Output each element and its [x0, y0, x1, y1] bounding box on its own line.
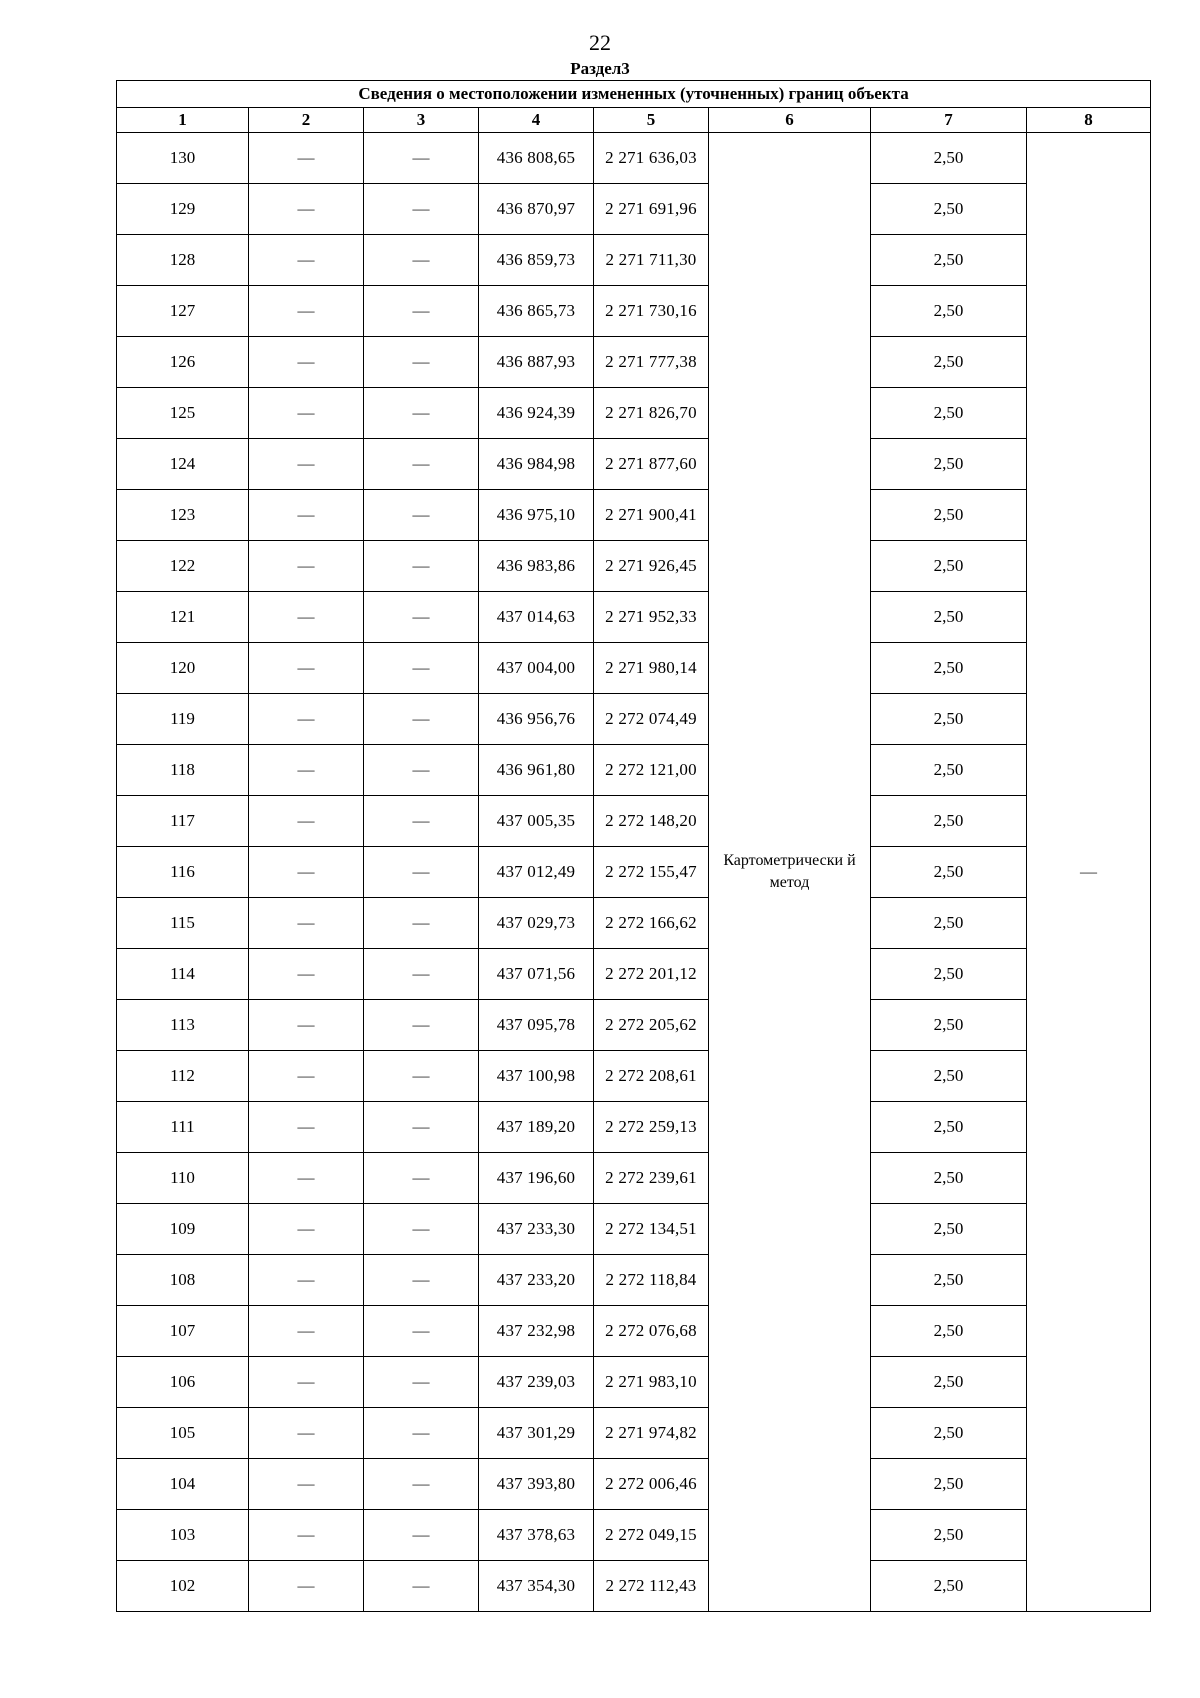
precision-cell: 2,50 — [871, 1153, 1027, 1204]
precision-cell: 2,50 — [871, 1357, 1027, 1408]
y-coordinate-cell: 2 272 112,43 — [594, 1561, 709, 1612]
column-3-cell: — — [364, 1000, 479, 1051]
point-number-cell: 130 — [117, 133, 249, 184]
x-coordinate-cell: 437 100,98 — [479, 1051, 594, 1102]
x-coordinate-cell: 436 983,86 — [479, 541, 594, 592]
precision-cell: 2,50 — [871, 490, 1027, 541]
y-coordinate-cell: 2 271 636,03 — [594, 133, 709, 184]
point-number-cell: 107 — [117, 1306, 249, 1357]
y-coordinate-cell: 2 272 074,49 — [594, 694, 709, 745]
x-coordinate-cell: 437 232,98 — [479, 1306, 594, 1357]
x-coordinate-cell: 436 984,98 — [479, 439, 594, 490]
point-number-cell: 118 — [117, 745, 249, 796]
y-coordinate-cell: 2 271 926,45 — [594, 541, 709, 592]
column-header: 6 — [709, 108, 871, 133]
y-coordinate-cell: 2 271 974,82 — [594, 1408, 709, 1459]
column-2-cell: — — [249, 1561, 364, 1612]
column-2-cell: — — [249, 388, 364, 439]
precision-cell: 2,50 — [871, 439, 1027, 490]
column-8-cell: — — [1027, 133, 1151, 1612]
point-number-cell: 125 — [117, 388, 249, 439]
precision-cell: 2,50 — [871, 1204, 1027, 1255]
column-2-cell: — — [249, 490, 364, 541]
point-number-cell: 115 — [117, 898, 249, 949]
column-2-cell: — — [249, 235, 364, 286]
y-coordinate-cell: 2 272 259,13 — [594, 1102, 709, 1153]
table-row — [117, 1357, 1151, 1408]
point-number-cell: 119 — [117, 694, 249, 745]
precision-cell: 2,50 — [871, 796, 1027, 847]
column-2-cell: — — [249, 1510, 364, 1561]
y-coordinate-cell: 2 272 049,15 — [594, 1510, 709, 1561]
y-coordinate-cell: 2 272 006,46 — [594, 1459, 709, 1510]
column-2-cell: — — [249, 1306, 364, 1357]
point-number-cell: 103 — [117, 1510, 249, 1561]
column-2-cell: — — [249, 1357, 364, 1408]
point-number-cell: 106 — [117, 1357, 249, 1408]
table-row — [117, 694, 1151, 745]
x-coordinate-cell: 437 239,03 — [479, 1357, 594, 1408]
y-coordinate-cell: 2 271 952,33 — [594, 592, 709, 643]
table-row — [117, 796, 1151, 847]
x-coordinate-cell: 437 196,60 — [479, 1153, 594, 1204]
column-header: 3 — [364, 108, 479, 133]
column-2-cell: — — [249, 1153, 364, 1204]
column-3-cell: — — [364, 796, 479, 847]
table-row — [117, 643, 1151, 694]
column-2-cell: — — [249, 1051, 364, 1102]
y-coordinate-cell: 2 272 076,68 — [594, 1306, 709, 1357]
page-number: 22 — [589, 30, 611, 55]
precision-cell: 2,50 — [871, 286, 1027, 337]
column-2-cell: — — [249, 694, 364, 745]
precision-cell: 2,50 — [871, 847, 1027, 898]
precision-cell: 2,50 — [871, 1408, 1027, 1459]
column-2-cell: — — [249, 898, 364, 949]
precision-cell: 2,50 — [871, 1306, 1027, 1357]
x-coordinate-cell: 436 865,73 — [479, 286, 594, 337]
table-row — [117, 1255, 1151, 1306]
method-cell: Картометрически й метод — [709, 133, 871, 1612]
precision-cell: 2,50 — [871, 898, 1027, 949]
column-3-cell: — — [364, 643, 479, 694]
column-3-cell: — — [364, 1204, 479, 1255]
precision-cell: 2,50 — [871, 643, 1027, 694]
y-coordinate-cell: 2 272 201,12 — [594, 949, 709, 1000]
table-row — [117, 745, 1151, 796]
precision-cell: 2,50 — [871, 1459, 1027, 1510]
table-row — [117, 1306, 1151, 1357]
column-header: 1 — [117, 108, 249, 133]
point-number-cell: 113 — [117, 1000, 249, 1051]
table-row — [117, 1408, 1151, 1459]
x-coordinate-cell: 437 393,80 — [479, 1459, 594, 1510]
y-coordinate-cell: 2 272 166,62 — [594, 898, 709, 949]
column-2-cell: — — [249, 286, 364, 337]
precision-cell: 2,50 — [871, 388, 1027, 439]
y-coordinate-cell: 2 272 155,47 — [594, 847, 709, 898]
table-row — [117, 592, 1151, 643]
point-number-cell: 128 — [117, 235, 249, 286]
y-coordinate-cell: 2 271 777,38 — [594, 337, 709, 388]
table-row — [117, 1510, 1151, 1561]
column-header: 2 — [249, 108, 364, 133]
y-coordinate-cell: 2 272 118,84 — [594, 1255, 709, 1306]
y-coordinate-cell: 2 271 826,70 — [594, 388, 709, 439]
point-number-cell: 121 — [117, 592, 249, 643]
column-3-cell: — — [364, 1153, 479, 1204]
column-3-cell: — — [364, 1459, 479, 1510]
point-number-cell: 129 — [117, 184, 249, 235]
y-coordinate-cell: 2 271 711,30 — [594, 235, 709, 286]
column-3-cell: — — [364, 133, 479, 184]
column-3-cell: — — [364, 1510, 479, 1561]
column-2-cell: — — [249, 1255, 364, 1306]
point-number-cell: 105 — [117, 1408, 249, 1459]
column-2-cell: — — [249, 745, 364, 796]
column-2-cell: — — [249, 1000, 364, 1051]
column-header: 5 — [594, 108, 709, 133]
precision-cell: 2,50 — [871, 541, 1027, 592]
y-coordinate-cell: 2 271 980,14 — [594, 643, 709, 694]
precision-cell: 2,50 — [871, 337, 1027, 388]
table-row — [117, 184, 1151, 235]
column-3-cell: — — [364, 439, 479, 490]
column-3-cell: — — [364, 1051, 479, 1102]
y-coordinate-cell: 2 272 208,61 — [594, 1051, 709, 1102]
y-coordinate-cell: 2 272 239,61 — [594, 1153, 709, 1204]
column-3-cell: — — [364, 1561, 479, 1612]
x-coordinate-cell: 437 004,00 — [479, 643, 594, 694]
column-2-cell: — — [249, 337, 364, 388]
column-3-cell: — — [364, 541, 479, 592]
point-number-cell: 116 — [117, 847, 249, 898]
table-row — [117, 1561, 1151, 1612]
table-row — [117, 898, 1151, 949]
column-2-cell: — — [249, 184, 364, 235]
column-2-cell: — — [249, 541, 364, 592]
x-coordinate-cell: 436 870,97 — [479, 184, 594, 235]
point-number-cell: 124 — [117, 439, 249, 490]
column-3-cell: — — [364, 184, 479, 235]
column-2-cell: — — [249, 1204, 364, 1255]
table-row — [117, 286, 1151, 337]
precision-cell: 2,50 — [871, 1102, 1027, 1153]
x-coordinate-cell: 437 233,30 — [479, 1204, 594, 1255]
y-coordinate-cell: 2 271 983,10 — [594, 1357, 709, 1408]
column-3-cell: — — [364, 949, 479, 1000]
column-2-cell: — — [249, 439, 364, 490]
column-3-cell: — — [364, 1357, 479, 1408]
column-header: 8 — [1027, 108, 1151, 133]
table-body — [117, 133, 1151, 1612]
y-coordinate-cell: 2 271 877,60 — [594, 439, 709, 490]
precision-cell: 2,50 — [871, 1000, 1027, 1051]
x-coordinate-cell: 437 095,78 — [479, 1000, 594, 1051]
column-2-cell: — — [249, 643, 364, 694]
y-coordinate-cell: 2 272 205,62 — [594, 1000, 709, 1051]
column-2-cell: — — [249, 949, 364, 1000]
x-coordinate-cell: 437 301,29 — [479, 1408, 594, 1459]
table-row — [117, 337, 1151, 388]
column-header: 7 — [871, 108, 1027, 133]
point-number-cell: 104 — [117, 1459, 249, 1510]
x-coordinate-cell: 437 189,20 — [479, 1102, 594, 1153]
x-coordinate-cell: 437 378,63 — [479, 1510, 594, 1561]
column-2-cell: — — [249, 1459, 364, 1510]
x-coordinate-cell: 437 012,49 — [479, 847, 594, 898]
x-coordinate-cell: 437 014,63 — [479, 592, 594, 643]
table-row — [117, 439, 1151, 490]
y-coordinate-cell: 2 272 134,51 — [594, 1204, 709, 1255]
column-3-cell: — — [364, 1102, 479, 1153]
table-row — [117, 133, 1151, 184]
precision-cell: 2,50 — [871, 949, 1027, 1000]
table-row — [117, 1204, 1151, 1255]
precision-cell: 2,50 — [871, 184, 1027, 235]
point-number-cell: 122 — [117, 541, 249, 592]
table-row — [117, 1051, 1151, 1102]
column-3-cell: — — [364, 1408, 479, 1459]
x-coordinate-cell: 437 233,20 — [479, 1255, 594, 1306]
y-coordinate-cell: 2 271 900,41 — [594, 490, 709, 541]
table-row — [117, 1459, 1151, 1510]
x-coordinate-cell: 437 029,73 — [479, 898, 594, 949]
column-3-cell: — — [364, 1255, 479, 1306]
column-3-cell: — — [364, 592, 479, 643]
table-row — [117, 949, 1151, 1000]
table-row — [117, 1000, 1151, 1051]
column-3-cell: — — [364, 286, 479, 337]
point-number-cell: 102 — [117, 1561, 249, 1612]
x-coordinate-cell: 436 859,73 — [479, 235, 594, 286]
precision-cell: 2,50 — [871, 1255, 1027, 1306]
column-3-cell: — — [364, 745, 479, 796]
point-number-cell: 114 — [117, 949, 249, 1000]
column-2-cell: — — [249, 133, 364, 184]
column-2-cell: — — [249, 1102, 364, 1153]
point-number-cell: 110 — [117, 1153, 249, 1204]
column-3-cell: — — [364, 490, 479, 541]
point-number-cell: 111 — [117, 1102, 249, 1153]
precision-cell: 2,50 — [871, 745, 1027, 796]
precision-cell: 2,50 — [871, 1561, 1027, 1612]
column-2-cell: — — [249, 1408, 364, 1459]
column-2-cell: — — [249, 847, 364, 898]
y-coordinate-cell: 2 271 691,96 — [594, 184, 709, 235]
table-row — [117, 388, 1151, 439]
table-row — [117, 235, 1151, 286]
point-number-cell: 123 — [117, 490, 249, 541]
column-3-cell: — — [364, 388, 479, 439]
point-number-cell: 108 — [117, 1255, 249, 1306]
column-2-cell: — — [249, 796, 364, 847]
point-number-cell: 120 — [117, 643, 249, 694]
column-3-cell: — — [364, 847, 479, 898]
section-title: Раздел3 — [570, 59, 630, 78]
precision-cell: 2,50 — [871, 592, 1027, 643]
point-number-cell: 109 — [117, 1204, 249, 1255]
x-coordinate-cell: 437 354,30 — [479, 1561, 594, 1612]
x-coordinate-cell: 437 071,56 — [479, 949, 594, 1000]
precision-cell: 2,50 — [871, 1051, 1027, 1102]
point-number-cell: 127 — [117, 286, 249, 337]
table-caption: Сведения о местоположении измененных (уточненных) границ объекта — [117, 81, 1151, 108]
column-2-cell: — — [249, 592, 364, 643]
x-coordinate-cell: 436 924,39 — [479, 388, 594, 439]
y-coordinate-cell: 2 272 121,00 — [594, 745, 709, 796]
point-number-cell: 112 — [117, 1051, 249, 1102]
x-coordinate-cell: 436 808,65 — [479, 133, 594, 184]
column-3-cell: — — [364, 235, 479, 286]
x-coordinate-cell: 437 005,35 — [479, 796, 594, 847]
precision-cell: 2,50 — [871, 133, 1027, 184]
column-header: 4 — [479, 108, 594, 133]
x-coordinate-cell: 436 887,93 — [479, 337, 594, 388]
point-number-cell: 126 — [117, 337, 249, 388]
table-row — [117, 1102, 1151, 1153]
y-coordinate-cell: 2 271 730,16 — [594, 286, 709, 337]
precision-cell: 2,50 — [871, 1510, 1027, 1561]
x-coordinate-cell: 436 975,10 — [479, 490, 594, 541]
x-coordinate-cell: 436 961,80 — [479, 745, 594, 796]
table-row — [117, 847, 1151, 898]
column-3-cell: — — [364, 898, 479, 949]
precision-cell: 2,50 — [871, 694, 1027, 745]
table-row — [117, 490, 1151, 541]
y-coordinate-cell: 2 272 148,20 — [594, 796, 709, 847]
precision-cell: 2,50 — [871, 235, 1027, 286]
table-row — [117, 1153, 1151, 1204]
table-row — [117, 541, 1151, 592]
column-3-cell: — — [364, 1306, 479, 1357]
x-coordinate-cell: 436 956,76 — [479, 694, 594, 745]
boundary-coordinates-table — [116, 80, 1151, 1612]
point-number-cell: 117 — [117, 796, 249, 847]
column-3-cell: — — [364, 337, 479, 388]
column-3-cell: — — [364, 694, 479, 745]
